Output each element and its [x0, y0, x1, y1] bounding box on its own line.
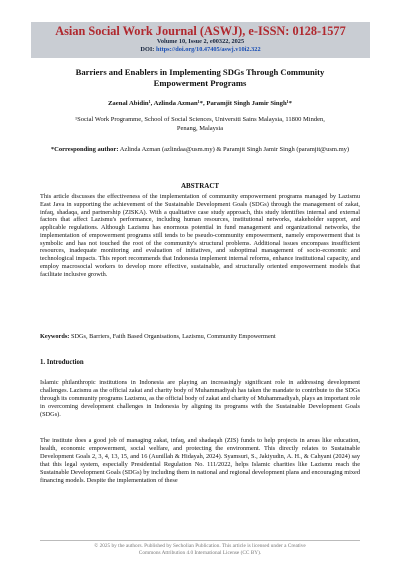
corresponding-author-label: *Corresponding author: — [50, 146, 119, 153]
keywords — [40, 333, 360, 341]
journal-title: Asian Social Work Journal (ASWJ), e-ISSN: 0128-1577 — [55, 24, 346, 38]
doi-link[interactable]: https://doi.org/10.47405/aswj.v10i2.322 — [155, 46, 261, 53]
affiliation-line2: Penang, Malaysia — [176, 125, 224, 132]
article-title — [40, 67, 360, 89]
keywords-label: Keywords: — [40, 333, 70, 340]
corresponding-author — [44, 145, 356, 154]
doi-label: DOI: — [140, 46, 155, 53]
affiliation-line1: ¹Social Work Programme, School of Social Sciences, Universiti Sains Malaysia, 11800 Minden, — [75, 116, 325, 123]
affiliation — [52, 115, 348, 133]
journal-volume-line: Volume 10, Issue 2, e00322, 2025 — [156, 38, 245, 45]
abstract-body: This article discusses the effectiveness of the implementation of community empowerment programs managed by Lazismu East Java in supporting the achievement of the Sustainable Development Goals (SDGs) through the management of zakat, infaq, shadaqa, and partnership (ZISKA). With a qualitative case study approach, this study identifies internal and external factors that affect Lazismu's performance, including human resources, institutional networks, stakeholder support, and applicable regulations. Although Lazismu has enormous potential in fund management and organizational networks, the implementation of empowerment programs still tends to be pseudo-community empowerment, namely empowerment that is symbolic and has not touched the root of the community's structural problems. Additional issues encompass insufficient resources, inadequate monitoring and evaluation of initiatives, and suboptimal management of socio-economic and technological impacts. This report recommends that Indonesia implement internal reforms, enhance institutional capacity, and employ macrosocial workers to develop more effective, sustainable, and structurally oriented empowerment models that facilitate inclusive growth. — [40, 193, 360, 278]
section-heading-introduction: 1. Introduction — [40, 359, 84, 366]
license-footer — [70, 543, 330, 557]
keywords-text: SDGs, Barriers, Faith Based Organisations, Lazismu, Community Empowerment — [69, 333, 276, 340]
article-title-line1: Barriers and Enablers in Implementing SDGs Through Community — [75, 67, 325, 77]
corresponding-author-text: Azlinda Azman (azlindaa@usm.my) & Paramjit Singh Jamir Singh (paramjit@usm.my) — [118, 146, 350, 153]
footer-divider — [40, 540, 360, 541]
author-list: Zaenal Abidin¹, Azlinda Azman¹*, Paramjit Singh Jamir Singh¹* — [107, 100, 293, 107]
abstract-heading: ABSTRACT — [180, 182, 220, 190]
journal-doi-line — [31, 46, 370, 54]
introduction-paragraph-2: The institute does a good job of managing zakat, infaq, and shadaqah (ZIS) funds to help projects in areas like education, health, economic empowerment, social welfare, and protecting the environment. This directly relates to Sustainable Development Goals 2, 3, 4, 13, 15, and 16 (Aunillah & Hidayah, 2024). Syamsuri, S., Jakiyudin, A. H., & Cahyani (2024) say that this legal system, especially Presidential Regulation No. 111/2022, helps Islamic charities like Lazismu reach the Sustainable Development Goals (SDGs) by including them in national and regional development plans and encouraging mixed financing models. Despite the implementation of these — [40, 437, 360, 484]
journal-header-banner — [31, 22, 370, 58]
license-footer-line1: © 2025 by the authors. Published by Secholian Publication. This article is licensed under a Creative — [94, 543, 306, 549]
article-title-line2: Empowerment Programs — [153, 78, 247, 88]
license-footer-line2: Commons Attribution 4.0 International License (CC BY). — [138, 550, 262, 556]
introduction-paragraph-1: Islamic philanthropic institutions in Indonesia are playing an increasingly significant role in addressing development challenges. Lazismu as the official zakat and charity body of Muhammadiyah has taken the mandate to contribute to the SDGs through its community programs Lazismu, as the official body of zakat and charity of Muhammadiyah, plays an important role in overcoming development challenges in Indonesia by aligning its programs with the Sustainable Development Goals (SDGs). — [40, 379, 360, 418]
